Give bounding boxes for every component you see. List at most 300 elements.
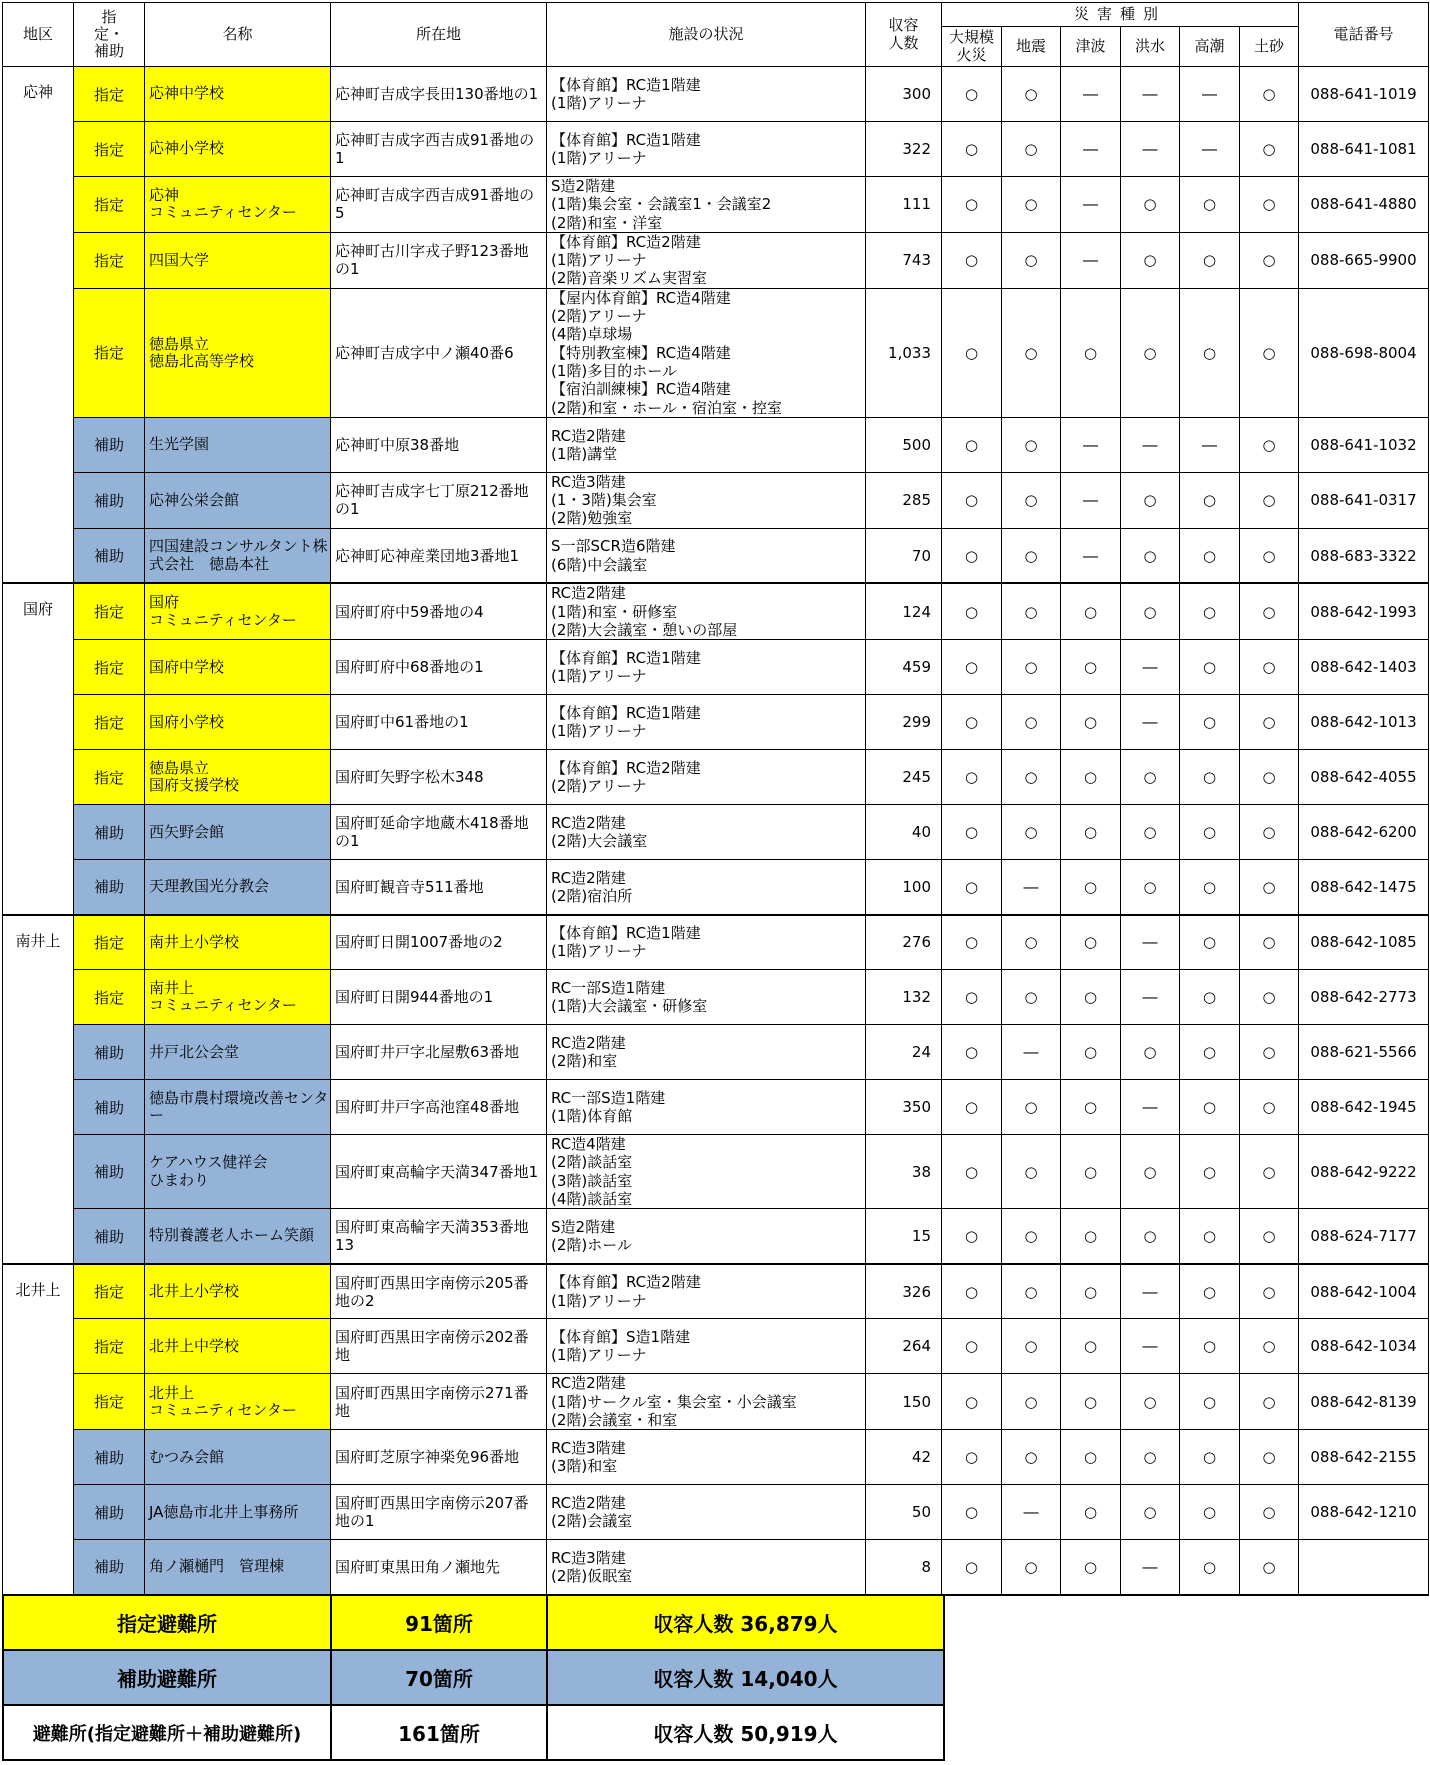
phone-cell: 088-624-7177 [1299, 1209, 1429, 1264]
mark-fire: ○ [942, 1540, 1002, 1595]
header-capacity: 収容人数 [866, 3, 942, 67]
address-cell: 国府町東高輪字天満353番地13 [331, 1209, 547, 1264]
summary-count: 91箇所 [331, 1595, 547, 1650]
header-disaster-types: 災害種別 [942, 3, 1299, 27]
shelter-name-cell: 四国大学 [145, 232, 331, 288]
capacity-cell: 1,033 [866, 288, 942, 417]
summary-capacity: 収容人数 14,040人 [547, 1650, 944, 1705]
header-storm-surge: 高潮 [1180, 27, 1240, 67]
shelter-type-cell: 指定 [74, 640, 145, 695]
mark-fire: ○ [942, 695, 1002, 750]
capacity-cell: 326 [866, 1264, 942, 1319]
mark-landslide: ○ [1240, 860, 1299, 915]
capacity-cell: 245 [866, 750, 942, 805]
mark-fire: ○ [942, 1264, 1002, 1319]
mark-earthquake: ○ [1002, 417, 1061, 472]
mark-landslide: ○ [1240, 1209, 1299, 1264]
mark-landslide: ○ [1240, 750, 1299, 805]
header-flood: 洪水 [1121, 27, 1180, 67]
phone-cell: 088-641-4880 [1299, 177, 1429, 233]
shelter-type-cell: 指定 [74, 970, 145, 1025]
shelter-type-cell: 指定 [74, 583, 145, 639]
shelter-type-cell: 補助 [74, 1209, 145, 1264]
mark-flood: ○ [1121, 1430, 1180, 1485]
shelter-name-cell: 徳島市農村環境改善センター [145, 1080, 331, 1135]
mark-earthquake: ○ [1002, 1374, 1061, 1430]
facility-status-cell: 【体育館】S造1階建 (1階)アリーナ [547, 1319, 866, 1374]
mark-landslide: ○ [1240, 1430, 1299, 1485]
mark-earthquake: ○ [1002, 1080, 1061, 1135]
mark-storm-surge: ○ [1180, 750, 1240, 805]
capacity-cell: 322 [866, 122, 942, 177]
mark-earthquake: ○ [1002, 122, 1061, 177]
address-cell: 国府町芝原字神楽免96番地 [331, 1430, 547, 1485]
mark-flood: ○ [1121, 1135, 1180, 1209]
facility-status-cell: 【屋内体育館】RC造4階建 (2階)アリーナ (4階)卓球場 【特別教室棟】RC造4階建 (1階)多目的ホール 【宿泊訓練棟】RC造4階建 (2階)和室・ホール・宿泊室・控室 [547, 288, 866, 417]
phone-cell: 088-642-2155 [1299, 1430, 1429, 1485]
shelter-name-cell: 応神公栄会館 [145, 472, 331, 528]
address-cell: 国府町西黒田字南傍示202番地 [331, 1319, 547, 1374]
phone-cell: 088-642-1085 [1299, 915, 1429, 970]
shelter-type-cell: 補助 [74, 805, 145, 860]
table-row [3, 1025, 1429, 1080]
capacity-cell: 500 [866, 417, 942, 472]
capacity-cell: 42 [866, 1430, 942, 1485]
shelter-name-cell: 国府 コミュニティセンター [145, 583, 331, 639]
mark-tsunami: ― [1061, 67, 1121, 122]
capacity-cell: 350 [866, 1080, 942, 1135]
mark-tsunami: ― [1061, 417, 1121, 472]
table-row [3, 915, 1429, 970]
table-row [3, 695, 1429, 750]
shelter-name-cell: むつみ会館 [145, 1430, 331, 1485]
capacity-cell: 15 [866, 1209, 942, 1264]
table-row [3, 417, 1429, 472]
mark-flood: ○ [1121, 750, 1180, 805]
header-tsunami: 津波 [1061, 27, 1121, 67]
mark-fire: ○ [942, 750, 1002, 805]
shelter-type-cell: 指定 [74, 177, 145, 233]
mark-earthquake: ○ [1002, 1135, 1061, 1209]
header-type: 指定・補助 [74, 3, 145, 67]
phone-cell: 088-641-1081 [1299, 122, 1429, 177]
address-cell: 国府町延命字地蔵木418番地の1 [331, 805, 547, 860]
mark-storm-surge: ○ [1180, 288, 1240, 417]
shelter-type-cell: 指定 [74, 67, 145, 122]
district-cell: 北井上 [3, 1264, 74, 1595]
district-cell: 応神 [3, 67, 74, 584]
mark-landslide: ○ [1240, 232, 1299, 288]
mark-tsunami: ― [1061, 232, 1121, 288]
facility-status-cell: 【体育館】RC造1階建 (1階)アリーナ [547, 122, 866, 177]
address-cell: 国府町観音寺511番地 [331, 860, 547, 915]
summary-table [2, 1594, 945, 1761]
summary-row [3, 1650, 944, 1705]
mark-flood: ― [1121, 695, 1180, 750]
mark-landslide: ○ [1240, 583, 1299, 639]
shelter-type-cell: 指定 [74, 1264, 145, 1319]
shelter-type-cell: 補助 [74, 528, 145, 583]
summary-label: 補助避難所 [3, 1650, 331, 1705]
phone-cell: 088-698-8004 [1299, 288, 1429, 417]
mark-flood: ― [1121, 1264, 1180, 1319]
mark-storm-surge: ○ [1180, 805, 1240, 860]
facility-status-cell: RC造2階建 (2階)和室 [547, 1025, 866, 1080]
table-row [3, 1540, 1429, 1595]
mark-flood: ― [1121, 915, 1180, 970]
shelter-name-cell: 井戸北公会堂 [145, 1025, 331, 1080]
header-earthquake: 地震 [1002, 27, 1061, 67]
mark-flood: ○ [1121, 1209, 1180, 1264]
mark-landslide: ○ [1240, 288, 1299, 417]
table-row [3, 1319, 1429, 1374]
facility-status-cell: S造2階建 (1階)集会室・会議室1・会議室2 (2階)和室・洋室 [547, 177, 866, 233]
mark-landslide: ○ [1240, 1135, 1299, 1209]
summary-row [3, 1595, 944, 1650]
table-row [3, 122, 1429, 177]
capacity-cell: 50 [866, 1485, 942, 1540]
mark-fire: ○ [942, 583, 1002, 639]
shelter-name-cell: 角ノ瀬樋門 管理棟 [145, 1540, 331, 1595]
mark-flood: ○ [1121, 583, 1180, 639]
table-row [3, 1080, 1429, 1135]
mark-tsunami: ○ [1061, 1025, 1121, 1080]
mark-fire: ○ [942, 177, 1002, 233]
table-row [3, 970, 1429, 1025]
mark-landslide: ○ [1240, 805, 1299, 860]
phone-cell: 088-641-1019 [1299, 67, 1429, 122]
mark-storm-surge: ○ [1180, 1540, 1240, 1595]
mark-landslide: ○ [1240, 528, 1299, 583]
shelter-type-cell: 補助 [74, 1135, 145, 1209]
table-header [3, 3, 1429, 67]
address-cell: 応神町吉成字七丁原212番地の1 [331, 472, 547, 528]
capacity-cell: 299 [866, 695, 942, 750]
summary-capacity: 収容人数 50,919人 [547, 1705, 944, 1760]
mark-flood: ○ [1121, 1485, 1180, 1540]
shelter-name-cell: 南井上小学校 [145, 915, 331, 970]
mark-flood: ― [1121, 970, 1180, 1025]
capacity-cell: 300 [866, 67, 942, 122]
capacity-cell: 276 [866, 915, 942, 970]
mark-flood: ― [1121, 417, 1180, 472]
summary-row [3, 1705, 944, 1760]
mark-storm-surge: ○ [1180, 1430, 1240, 1485]
mark-fire: ○ [942, 1485, 1002, 1540]
shelter-name-cell: 応神小学校 [145, 122, 331, 177]
summary-label: 指定避難所 [3, 1595, 331, 1650]
phone-cell: 088-642-1004 [1299, 1264, 1429, 1319]
phone-cell: 088-641-1032 [1299, 417, 1429, 472]
mark-storm-surge: ○ [1180, 915, 1240, 970]
mark-landslide: ○ [1240, 67, 1299, 122]
shelter-type-cell: 指定 [74, 750, 145, 805]
phone-cell: 088-642-9222 [1299, 1135, 1429, 1209]
capacity-cell: 40 [866, 805, 942, 860]
phone-cell [1299, 1540, 1429, 1595]
mark-earthquake: ― [1002, 1025, 1061, 1080]
shelter-name-cell: 徳島県立 徳島北高等学校 [145, 288, 331, 417]
shelter-name-cell: 四国建設コンサルタント株式会社 徳島本社 [145, 528, 331, 583]
district-cell: 南井上 [3, 915, 74, 1264]
capacity-cell: 100 [866, 860, 942, 915]
facility-status-cell: RC造2階建 (2階)宿泊所 [547, 860, 866, 915]
mark-landslide: ○ [1240, 1025, 1299, 1080]
mark-tsunami: ○ [1061, 1374, 1121, 1430]
shelter-type-cell: 補助 [74, 1540, 145, 1595]
facility-status-cell: RC造2階建 (1階)和室・研修室 (2階)大会議室・憩いの部屋 [547, 583, 866, 639]
address-cell: 応神町中原38番地 [331, 417, 547, 472]
mark-landslide: ○ [1240, 1540, 1299, 1595]
shelter-name-cell: 国府中学校 [145, 640, 331, 695]
mark-flood: ○ [1121, 528, 1180, 583]
mark-flood: ○ [1121, 1374, 1180, 1430]
mark-tsunami: ○ [1061, 860, 1121, 915]
mark-fire: ○ [942, 1319, 1002, 1374]
mark-fire: ○ [942, 640, 1002, 695]
mark-earthquake: ○ [1002, 640, 1061, 695]
mark-landslide: ○ [1240, 122, 1299, 177]
shelter-type-cell: 指定 [74, 232, 145, 288]
mark-fire: ○ [942, 417, 1002, 472]
mark-flood: ○ [1121, 232, 1180, 288]
mark-fire: ○ [942, 528, 1002, 583]
mark-storm-surge: ○ [1180, 1209, 1240, 1264]
mark-storm-surge: ― [1180, 122, 1240, 177]
capacity-cell: 70 [866, 528, 942, 583]
phone-cell: 088-642-8139 [1299, 1374, 1429, 1430]
header-landslide: 土砂 [1240, 27, 1299, 67]
facility-status-cell: RC造2階建 (1階)サークル室・集会室・小会議室 (2階)会議室・和室 [547, 1374, 866, 1430]
summary-label: 避難所(指定避難所＋補助避難所) [3, 1705, 331, 1760]
mark-storm-surge: ○ [1180, 640, 1240, 695]
mark-earthquake: ○ [1002, 805, 1061, 860]
mark-landslide: ○ [1240, 177, 1299, 233]
mark-fire: ○ [942, 915, 1002, 970]
facility-status-cell: RC造4階建 (2階)談話室 (3階)談話室 (4階)談話室 [547, 1135, 866, 1209]
mark-landslide: ○ [1240, 915, 1299, 970]
mark-landslide: ○ [1240, 640, 1299, 695]
shelter-name-cell: 生光学園 [145, 417, 331, 472]
mark-earthquake: ― [1002, 1485, 1061, 1540]
address-cell: 国府町西黒田字南傍示205番地の2 [331, 1264, 547, 1319]
shelter-name-cell: 北井上小学校 [145, 1264, 331, 1319]
address-cell: 国府町東高輪字天満347番地1 [331, 1135, 547, 1209]
mark-storm-surge: ○ [1180, 1374, 1240, 1430]
table-row [3, 472, 1429, 528]
mark-earthquake: ○ [1002, 970, 1061, 1025]
mark-tsunami: ○ [1061, 970, 1121, 1025]
header-fire: 大規模火災 [942, 27, 1002, 67]
mark-flood: ○ [1121, 472, 1180, 528]
shelter-type-cell: 指定 [74, 1319, 145, 1374]
mark-storm-surge: ○ [1180, 583, 1240, 639]
address-cell: 国府町日開944番地の1 [331, 970, 547, 1025]
mark-storm-surge: ○ [1180, 1025, 1240, 1080]
mark-landslide: ○ [1240, 1080, 1299, 1135]
shelter-type-cell: 補助 [74, 1485, 145, 1540]
mark-flood: ○ [1121, 288, 1180, 417]
mark-landslide: ○ [1240, 472, 1299, 528]
mark-storm-surge: ― [1180, 417, 1240, 472]
mark-tsunami: ○ [1061, 805, 1121, 860]
mark-tsunami: ○ [1061, 1485, 1121, 1540]
table-row [3, 1430, 1429, 1485]
mark-landslide: ○ [1240, 417, 1299, 472]
address-cell: 応神町吉成字西吉成91番地の1 [331, 122, 547, 177]
mark-earthquake: ○ [1002, 1264, 1061, 1319]
mark-tsunami: ○ [1061, 750, 1121, 805]
mark-storm-surge: ○ [1180, 528, 1240, 583]
mark-earthquake: ○ [1002, 750, 1061, 805]
phone-cell: 088-642-1403 [1299, 640, 1429, 695]
mark-flood: ― [1121, 1080, 1180, 1135]
mark-fire: ○ [942, 1080, 1002, 1135]
shelter-type-cell: 補助 [74, 860, 145, 915]
shelter-name-cell: 応神中学校 [145, 67, 331, 122]
header-district: 地区 [3, 3, 74, 67]
shelter-name-cell: ケアハウス健祥会 ひまわり [145, 1135, 331, 1209]
shelter-type-cell: 指定 [74, 122, 145, 177]
mark-earthquake: ○ [1002, 1430, 1061, 1485]
mark-tsunami: ○ [1061, 1430, 1121, 1485]
capacity-cell: 459 [866, 640, 942, 695]
phone-cell: 088-641-0317 [1299, 472, 1429, 528]
table-row [3, 177, 1429, 233]
shelter-type-cell: 補助 [74, 1025, 145, 1080]
mark-landslide: ○ [1240, 1485, 1299, 1540]
mark-fire: ○ [942, 1209, 1002, 1264]
table-row [3, 1209, 1429, 1264]
mark-tsunami: ○ [1061, 1540, 1121, 1595]
header-name: 名称 [145, 3, 331, 67]
facility-status-cell: RC一部S造1階建 (1階)大会議室・研修室 [547, 970, 866, 1025]
mark-earthquake: ○ [1002, 695, 1061, 750]
table-row [3, 1264, 1429, 1319]
mark-tsunami: ― [1061, 528, 1121, 583]
mark-earthquake: ○ [1002, 472, 1061, 528]
mark-landslide: ○ [1240, 695, 1299, 750]
facility-status-cell: 【体育館】RC造1階建 (1階)アリーナ [547, 915, 866, 970]
facility-status-cell: RC造3階建 (3階)和室 [547, 1430, 866, 1485]
facility-status-cell: S一部SCR造6階建 (6階)中会議室 [547, 528, 866, 583]
summary-count: 161箇所 [331, 1705, 547, 1760]
summary-count: 70箇所 [331, 1650, 547, 1705]
mark-storm-surge: ○ [1180, 1485, 1240, 1540]
mark-earthquake: ○ [1002, 177, 1061, 233]
address-cell: 応神町応神産業団地3番地1 [331, 528, 547, 583]
phone-cell: 088-665-9900 [1299, 232, 1429, 288]
shelter-name-cell: 徳島県立 国府支援学校 [145, 750, 331, 805]
mark-storm-surge: ○ [1180, 1135, 1240, 1209]
table-row [3, 67, 1429, 122]
capacity-cell: 124 [866, 583, 942, 639]
table-row [3, 583, 1429, 639]
phone-cell: 088-642-1210 [1299, 1485, 1429, 1540]
mark-fire: ○ [942, 970, 1002, 1025]
mark-fire: ○ [942, 805, 1002, 860]
mark-fire: ○ [942, 1135, 1002, 1209]
mark-tsunami: ○ [1061, 915, 1121, 970]
mark-tsunami: ○ [1061, 1209, 1121, 1264]
mark-tsunami: ○ [1061, 288, 1121, 417]
capacity-cell: 111 [866, 177, 942, 233]
address-cell: 国府町矢野字松木348 [331, 750, 547, 805]
shelter-name-cell: JA徳島市北井上事務所 [145, 1485, 331, 1540]
mark-fire: ○ [942, 288, 1002, 417]
mark-flood: ○ [1121, 177, 1180, 233]
mark-earthquake: ― [1002, 860, 1061, 915]
facility-status-cell: 【体育館】RC造1階建 (1階)アリーナ [547, 640, 866, 695]
shelter-type-cell: 補助 [74, 1080, 145, 1135]
shelter-name-cell: 天理教国光分教会 [145, 860, 331, 915]
address-cell: 国府町井戸字北屋敷63番地 [331, 1025, 547, 1080]
phone-cell: 088-642-6200 [1299, 805, 1429, 860]
capacity-cell: 132 [866, 970, 942, 1025]
mark-tsunami: ○ [1061, 1264, 1121, 1319]
shelter-type-cell: 指定 [74, 1374, 145, 1430]
phone-cell: 088-642-1945 [1299, 1080, 1429, 1135]
mark-storm-surge: ○ [1180, 1264, 1240, 1319]
mark-landslide: ○ [1240, 1264, 1299, 1319]
shelter-name-cell: 国府小学校 [145, 695, 331, 750]
header-status: 施設の状況 [547, 3, 866, 67]
facility-status-cell: 【体育館】RC造1階建 (1階)アリーナ [547, 695, 866, 750]
facility-status-cell: RC造2階建 (2階)会議室 [547, 1485, 866, 1540]
shelter-type-cell: 指定 [74, 288, 145, 417]
mark-tsunami: ○ [1061, 1319, 1121, 1374]
mark-flood: ― [1121, 1319, 1180, 1374]
mark-fire: ○ [942, 1374, 1002, 1430]
mark-flood: ○ [1121, 805, 1180, 860]
mark-earthquake: ○ [1002, 232, 1061, 288]
table-row [3, 860, 1429, 915]
table-row [3, 1135, 1429, 1209]
mark-fire: ○ [942, 1430, 1002, 1485]
mark-tsunami: ― [1061, 472, 1121, 528]
mark-storm-surge: ○ [1180, 1080, 1240, 1135]
facility-status-cell: RC一部S造1階建 (1階)体育館 [547, 1080, 866, 1135]
mark-storm-surge: ○ [1180, 970, 1240, 1025]
shelter-table [2, 2, 1429, 1596]
shelter-name-cell: 北井上 コミュニティセンター [145, 1374, 331, 1430]
address-cell: 応神町古川字戎子野123番地の1 [331, 232, 547, 288]
shelter-type-cell: 指定 [74, 915, 145, 970]
table-row [3, 1374, 1429, 1430]
shelter-type-cell: 指定 [74, 695, 145, 750]
mark-tsunami: ○ [1061, 640, 1121, 695]
address-cell: 応神町吉成字西吉成91番地の5 [331, 177, 547, 233]
header-phone: 電話番号 [1299, 3, 1429, 67]
capacity-cell: 285 [866, 472, 942, 528]
facility-status-cell: 【体育館】RC造2階建 (1階)アリーナ (2階)音楽リズム実習室 [547, 232, 866, 288]
capacity-cell: 8 [866, 1540, 942, 1595]
mark-flood: ○ [1121, 860, 1180, 915]
shelter-type-cell: 補助 [74, 1430, 145, 1485]
shelter-name-cell: 応神 コミュニティセンター [145, 177, 331, 233]
facility-status-cell: 【体育館】RC造2階建 (2階)アリーナ [547, 750, 866, 805]
shelter-name-cell: 南井上 コミュニティセンター [145, 970, 331, 1025]
facility-status-cell: 【体育館】RC造1階建 (1階)アリーナ [547, 67, 866, 122]
table-row [3, 750, 1429, 805]
table-row [3, 805, 1429, 860]
mark-earthquake: ○ [1002, 528, 1061, 583]
facility-status-cell: S造2階建 (2階)ホール [547, 1209, 866, 1264]
address-cell: 国府町中61番地の1 [331, 695, 547, 750]
mark-earthquake: ○ [1002, 583, 1061, 639]
mark-earthquake: ○ [1002, 1319, 1061, 1374]
table-row [3, 232, 1429, 288]
